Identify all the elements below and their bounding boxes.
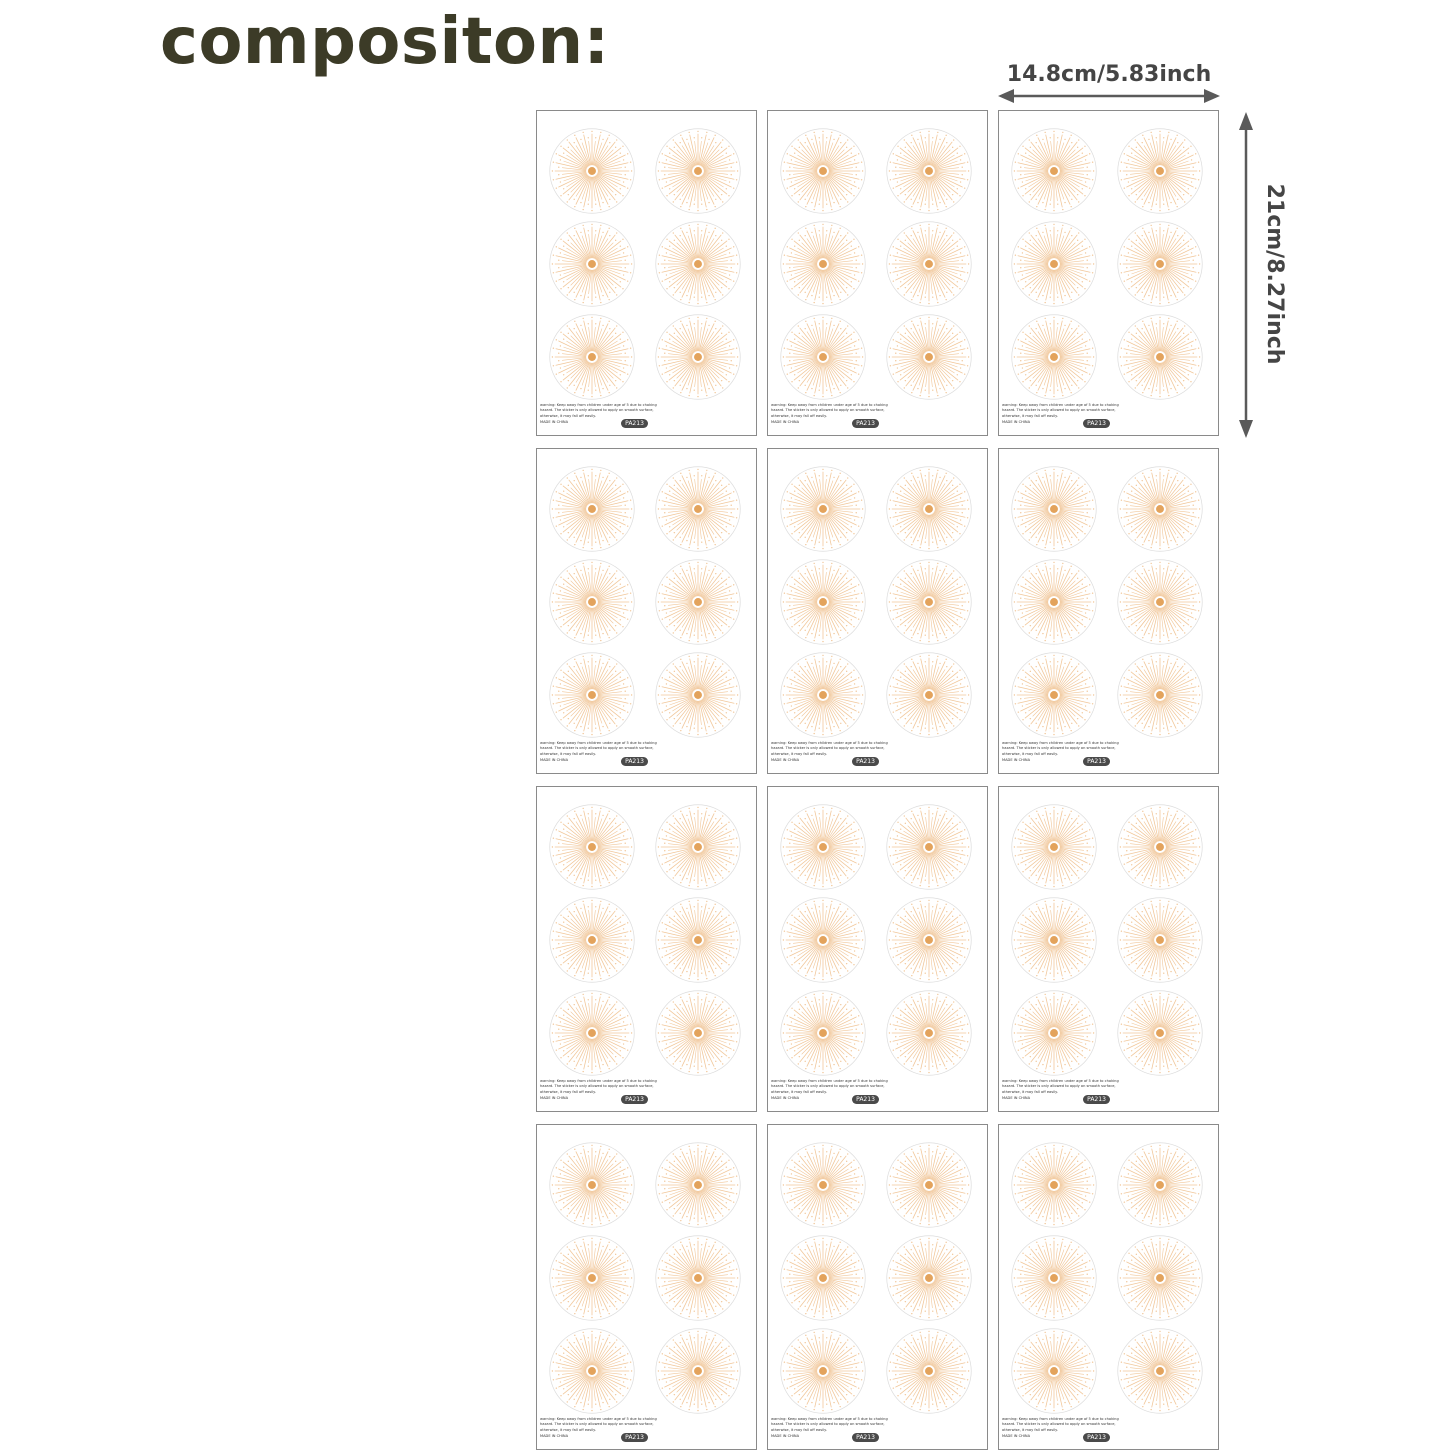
sticker-grid: [547, 127, 747, 401]
sunburst-sticker-icon: [653, 313, 743, 401]
sunburst-sticker-icon: [778, 220, 868, 308]
sticker-grid: [547, 803, 747, 1077]
product-code-badge: PA213: [621, 1433, 648, 1442]
sticker-sheet: [767, 786, 988, 1112]
sheet-warning-text: warning: Keep away from children under age of 5 due to choking hazard. The sticker is only allowed to apply on smooth surface, otherwise, it may fall off easily.: [1002, 1079, 1119, 1094]
sunburst-sticker-icon: [778, 127, 868, 215]
sunburst-sticker-icon: [884, 313, 974, 401]
product-code-badge: PA213: [1083, 757, 1110, 766]
width-arrow-icon: [998, 89, 1220, 103]
sunburst-sticker-icon: [547, 558, 637, 646]
sunburst-sticker-icon: [653, 1327, 743, 1415]
sticker-sheet: [998, 786, 1219, 1112]
sunburst-sticker-icon: [653, 1234, 743, 1322]
sunburst-sticker-icon: [547, 465, 637, 553]
sheet-origin-text: MADE IN CHINA: [771, 1096, 800, 1100]
sunburst-sticker-icon: [884, 465, 974, 553]
sticker-sheet: [767, 1124, 988, 1450]
sheet-warning-text: warning: Keep away from children under age of 5 due to choking hazard. The sticker is only allowed to apply on smooth surface, otherwise, it may fall off easily.: [771, 403, 888, 418]
sunburst-sticker-icon: [884, 1141, 974, 1229]
sunburst-sticker-icon: [547, 220, 637, 308]
sunburst-sticker-icon: [884, 989, 974, 1077]
sunburst-sticker-icon: [778, 896, 868, 984]
sunburst-sticker-icon: [778, 1141, 868, 1229]
sunburst-sticker-icon: [1009, 465, 1099, 553]
product-code-badge: PA213: [621, 419, 648, 428]
sunburst-sticker-icon: [653, 558, 743, 646]
composition-heading: compositon:: [160, 5, 610, 79]
sheet-origin-text: MADE IN CHINA: [540, 758, 569, 762]
sheet-warning-text: warning: Keep away from children under age of 5 due to choking hazard. The sticker is only allowed to apply on smooth surface, otherwise, it may fall off easily.: [1002, 1417, 1119, 1432]
sticker-sheet: [536, 448, 757, 774]
sticker-sheet: [767, 110, 988, 436]
sheet-warning-text: warning: Keep away from children under age of 5 due to choking hazard. The sticker is only allowed to apply on smooth surface, otherwise, it may fall off easily.: [540, 741, 657, 756]
sticker-sheet: [998, 110, 1219, 436]
sunburst-sticker-icon: [547, 1141, 637, 1229]
sheet-origin-text: MADE IN CHINA: [1002, 1096, 1031, 1100]
sunburst-sticker-icon: [547, 651, 637, 739]
sunburst-sticker-icon: [884, 127, 974, 215]
sunburst-sticker-icon: [1009, 220, 1099, 308]
sunburst-sticker-icon: [1009, 803, 1099, 891]
sticker-sheet: [536, 110, 757, 436]
sunburst-sticker-icon: [1115, 1327, 1205, 1415]
sheet-origin-text: MADE IN CHINA: [1002, 758, 1031, 762]
sunburst-sticker-icon: [778, 465, 868, 553]
sunburst-sticker-icon: [884, 558, 974, 646]
sunburst-sticker-icon: [653, 465, 743, 553]
sticker-sheet: [998, 448, 1219, 774]
sunburst-sticker-icon: [884, 651, 974, 739]
sheet-origin-text: MADE IN CHINA: [771, 1434, 800, 1438]
sticker-grid: [778, 465, 978, 739]
sheet-origin-text: MADE IN CHINA: [540, 1096, 569, 1100]
product-code-badge: PA213: [621, 757, 648, 766]
sunburst-sticker-icon: [547, 127, 637, 215]
product-code-badge: PA213: [852, 1095, 879, 1104]
sheet-warning-text: warning: Keep away from children under age of 5 due to choking hazard. The sticker is only allowed to apply on smooth surface, otherwise, it may fall off easily.: [540, 403, 657, 418]
sticker-grid: [547, 1141, 747, 1415]
sunburst-sticker-icon: [547, 896, 637, 984]
sheet-origin-text: MADE IN CHINA: [771, 420, 800, 424]
sticker-grid: [547, 465, 747, 739]
sunburst-sticker-icon: [547, 313, 637, 401]
sheet-warning-text: warning: Keep away from children under age of 5 due to choking hazard. The sticker is only allowed to apply on smooth surface, otherwise, it may fall off easily.: [771, 1417, 888, 1432]
sticker-sheets-grid: [536, 110, 1220, 1450]
sunburst-sticker-icon: [1009, 1141, 1099, 1229]
sunburst-sticker-icon: [778, 558, 868, 646]
sunburst-sticker-icon: [884, 220, 974, 308]
sheet-warning-text: warning: Keep away from children under age of 5 due to choking hazard. The sticker is only allowed to apply on smooth surface, otherwise, it may fall off easily.: [540, 1079, 657, 1094]
sunburst-sticker-icon: [1115, 896, 1205, 984]
sunburst-sticker-icon: [1115, 803, 1205, 891]
sunburst-sticker-icon: [1009, 651, 1099, 739]
product-code-badge: PA213: [1083, 419, 1110, 428]
sunburst-sticker-icon: [778, 1234, 868, 1322]
product-code-badge: PA213: [852, 1433, 879, 1442]
sunburst-sticker-icon: [1115, 127, 1205, 215]
sunburst-sticker-icon: [1115, 651, 1205, 739]
product-code-badge: PA213: [1083, 1095, 1110, 1104]
sunburst-sticker-icon: [884, 1327, 974, 1415]
height-arrow-icon: [1239, 112, 1253, 438]
sticker-sheet: [767, 448, 988, 774]
sunburst-sticker-icon: [653, 220, 743, 308]
sunburst-sticker-icon: [884, 1234, 974, 1322]
product-code-badge: PA213: [852, 419, 879, 428]
sheet-origin-text: MADE IN CHINA: [540, 1434, 569, 1438]
sunburst-sticker-icon: [653, 989, 743, 1077]
sunburst-sticker-icon: [1009, 1234, 1099, 1322]
sunburst-sticker-icon: [1009, 989, 1099, 1077]
sunburst-sticker-icon: [1009, 313, 1099, 401]
sunburst-sticker-icon: [1115, 558, 1205, 646]
sunburst-sticker-icon: [1115, 313, 1205, 401]
sunburst-sticker-icon: [1115, 1141, 1205, 1229]
sunburst-sticker-icon: [1009, 558, 1099, 646]
sticker-grid: [1009, 803, 1209, 1077]
sunburst-sticker-icon: [1115, 220, 1205, 308]
sticker-sheet: [998, 1124, 1219, 1450]
sunburst-sticker-icon: [778, 651, 868, 739]
sunburst-sticker-icon: [547, 1327, 637, 1415]
product-code-badge: PA213: [1083, 1433, 1110, 1442]
sunburst-sticker-icon: [1009, 127, 1099, 215]
sticker-sheet: [536, 1124, 757, 1450]
sunburst-sticker-icon: [778, 803, 868, 891]
sheet-origin-text: MADE IN CHINA: [1002, 1434, 1031, 1438]
sheet-warning-text: warning: Keep away from children under age of 5 due to choking hazard. The sticker is only allowed to apply on smooth surface, otherwise, it may fall off easily.: [1002, 741, 1119, 756]
sunburst-sticker-icon: [653, 1141, 743, 1229]
sunburst-sticker-icon: [778, 313, 868, 401]
sticker-grid: [778, 1141, 978, 1415]
sheet-warning-text: warning: Keep away from children under age of 5 due to choking hazard. The sticker is only allowed to apply on smooth surface, otherwise, it may fall off easily.: [1002, 403, 1119, 418]
sunburst-sticker-icon: [547, 989, 637, 1077]
sunburst-sticker-icon: [1009, 1327, 1099, 1415]
sheet-warning-text: warning: Keep away from children under age of 5 due to choking hazard. The sticker is only allowed to apply on smooth surface, otherwise, it may fall off easily.: [771, 1079, 888, 1094]
sheet-origin-text: MADE IN CHINA: [771, 758, 800, 762]
sticker-grid: [778, 803, 978, 1077]
sunburst-sticker-icon: [653, 127, 743, 215]
sticker-grid: [778, 127, 978, 401]
sticker-sheet: [536, 786, 757, 1112]
sticker-grid: [1009, 465, 1209, 739]
product-code-badge: PA213: [852, 757, 879, 766]
sunburst-sticker-icon: [653, 803, 743, 891]
sheet-warning-text: warning: Keep away from children under age of 5 due to choking hazard. The sticker is only allowed to apply on smooth surface, otherwise, it may fall off easily.: [771, 741, 888, 756]
sunburst-sticker-icon: [1115, 989, 1205, 1077]
sunburst-sticker-icon: [547, 803, 637, 891]
sheet-width-label: 14.8cm/5.83inch: [1006, 62, 1212, 87]
sunburst-sticker-icon: [884, 896, 974, 984]
sticker-grid: [1009, 1141, 1209, 1415]
sunburst-sticker-icon: [778, 1327, 868, 1415]
sunburst-sticker-icon: [547, 1234, 637, 1322]
sheet-origin-text: MADE IN CHINA: [1002, 420, 1031, 424]
sheet-height-label: 21cm/8.27inch: [1262, 183, 1287, 365]
sunburst-sticker-icon: [778, 989, 868, 1077]
sunburst-sticker-icon: [1115, 1234, 1205, 1322]
sunburst-sticker-icon: [653, 651, 743, 739]
sunburst-sticker-icon: [1115, 465, 1205, 553]
sunburst-sticker-icon: [884, 803, 974, 891]
product-code-badge: PA213: [621, 1095, 648, 1104]
sunburst-sticker-icon: [1009, 896, 1099, 984]
sheet-warning-text: warning: Keep away from children under age of 5 due to choking hazard. The sticker is only allowed to apply on smooth surface, otherwise, it may fall off easily.: [540, 1417, 657, 1432]
sticker-grid: [1009, 127, 1209, 401]
sunburst-sticker-icon: [653, 896, 743, 984]
sheet-origin-text: MADE IN CHINA: [540, 420, 569, 424]
